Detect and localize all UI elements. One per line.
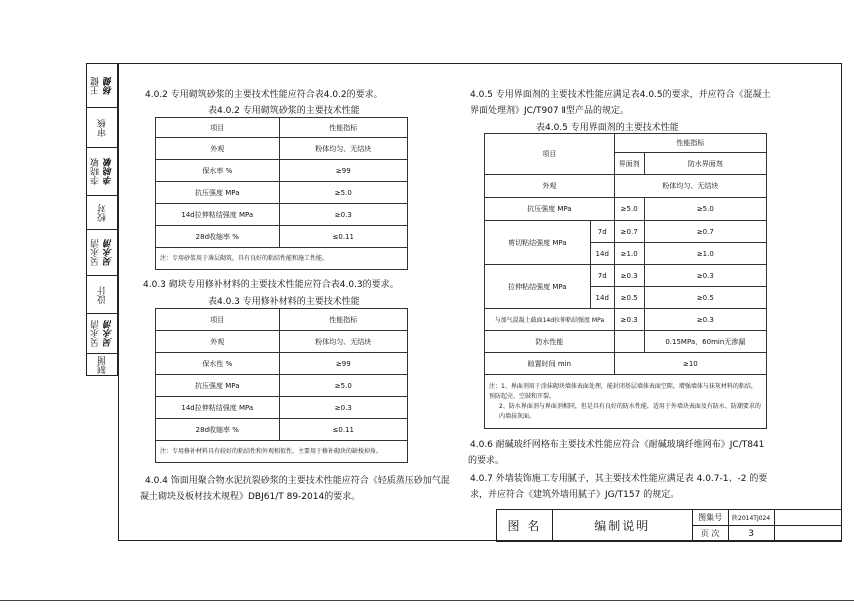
atlas-no-label: 图集号 xyxy=(692,510,728,526)
table-cell: ≥0.3 xyxy=(614,309,644,331)
strip-cell-7 xyxy=(87,314,117,354)
table-note xyxy=(485,375,767,429)
table-header: 项目 xyxy=(156,309,280,331)
table-cell: 14d xyxy=(590,287,614,309)
table-note: 注：专用砂浆用于薄层砌筑，具有良好的粘结性能和施工性能。 xyxy=(156,248,408,270)
strip-label: 校对 xyxy=(97,203,108,222)
table-cell: 14d xyxy=(590,243,614,265)
table-cell: 外观 xyxy=(156,138,280,160)
table-cell: 保水率 % xyxy=(156,160,280,182)
table-cell: ≤0.11 xyxy=(279,419,407,441)
table-cell: ≥0.5 xyxy=(644,287,766,309)
table-cell: ≥0.3 xyxy=(279,397,407,419)
table-cell: 14d拉伸粘结强度 MPa xyxy=(156,204,280,226)
clause-4-0-7-line1: 4.0.7 外墙装饰施工专用腻子，其主要技术性能应满足表 4.0.7-1、-2 的要 xyxy=(470,474,768,484)
strip-cell-8 xyxy=(87,354,117,375)
table-cell xyxy=(614,331,644,353)
table-cell: ≥5.0 xyxy=(279,182,407,204)
table-cell: ≥0.7 xyxy=(644,221,766,243)
signature: 吴永清 xyxy=(104,320,114,347)
table-cell: 与加气混凝土截面14d拉伸粘结强度 MPa xyxy=(485,309,615,331)
table-cell: ≥99 xyxy=(279,353,407,375)
signature: 杨健 xyxy=(104,76,114,95)
table-cell: 晾置时间 min xyxy=(485,353,615,375)
table-4-0-3-caption: 表4.0.3 专用修补材料的主要技术性能 xyxy=(208,297,360,307)
table-header: 性能指标 xyxy=(279,118,407,138)
table-cell: 7d xyxy=(590,265,614,287)
table-note: 注：专用修补材料具有较好的粘结性和外观相似性，主要用于修补砌块的缺棱掉角。 xyxy=(156,441,408,463)
table-4-0-5 xyxy=(484,133,767,429)
table-cell: ≥5.0 xyxy=(644,198,766,221)
table-cell: ≥0.3 xyxy=(614,265,644,287)
table-cell: 抗压强度 MPa xyxy=(156,182,280,204)
clause-4-0-3: 4.0.3 砌块专用修补材料的主要技术性能应符合表4.0.3的要求。 xyxy=(143,280,399,290)
table-cell: ≤0.11 xyxy=(279,226,407,248)
table-header: 防水界面剂 xyxy=(644,153,766,175)
strip-cell-3 xyxy=(87,148,117,196)
table-header: 性能指标 xyxy=(279,309,407,331)
strip-label: 李晓敏 xyxy=(91,158,101,185)
table-header: 界面剂 xyxy=(614,153,644,175)
strip-label: 吴永清 xyxy=(91,320,101,347)
table-cell: 14d拉伸粘结强度 MPa xyxy=(156,397,280,419)
table-cell: 7d xyxy=(590,221,614,243)
strip-label: 设计 xyxy=(97,285,108,304)
table-cell: ≥99 xyxy=(279,160,407,182)
table-cell: 28d收缩率 % xyxy=(156,419,280,441)
page-number: 3 xyxy=(728,526,774,542)
table-cell: ≥0.7 xyxy=(614,221,644,243)
clause-4-0-5-line2: 界面处理剂》JC/T907 Ⅱ型产品的规定。 xyxy=(470,106,629,116)
table-cell: 外观 xyxy=(485,175,615,198)
table-cell: ≥0.3 xyxy=(644,309,766,331)
table-cell: 28d收缩率 % xyxy=(156,226,280,248)
drawing-title: 编制说明 xyxy=(552,510,692,542)
table-cell: 0.15MPa，60min无渗漏 xyxy=(644,331,766,353)
table-cell: ≥5.0 xyxy=(614,198,644,221)
table-4-0-2 xyxy=(155,117,408,270)
clause-4-0-2: 4.0.2 专用砌筑砂浆的主要技术性能应符合表4.0.2的要求。 xyxy=(145,90,383,100)
table-header: 性能指标 xyxy=(614,134,766,153)
title-label: 图 名 xyxy=(497,510,553,542)
table-cell: 拉伸粘结强度 MPa xyxy=(485,265,591,309)
clause-4-0-4-line1: 4.0.4 饰面用聚合物水泥抗裂砂浆的主要技术性能应符合《轻质蒸压砂加气混 xyxy=(145,476,450,486)
table-4-0-2-caption: 表4.0.2 专用砌筑砂浆的主要技术性能 xyxy=(208,106,360,116)
strip-cell-2 xyxy=(87,108,117,148)
table-cell: ≥1.0 xyxy=(644,243,766,265)
strip-label: 吴永清 xyxy=(91,239,101,266)
strip-cell-6 xyxy=(87,276,117,314)
page-bottom-line xyxy=(0,600,854,601)
table-cell: 剪切粘结强度 MPa xyxy=(485,221,591,265)
strip-label: 王健 xyxy=(91,76,101,95)
table-cell: 抗压强度 MPa xyxy=(485,198,615,221)
strip-label: 审核 xyxy=(97,118,108,137)
table-cell: 防水性能 xyxy=(485,331,615,353)
table-cell: ≥0.3 xyxy=(644,265,766,287)
table-cell: 抗压强度 MPa xyxy=(156,375,280,397)
strip-label: 制图 xyxy=(97,355,108,374)
table-cell: ≥10 xyxy=(614,353,766,375)
clause-4-0-5-line1: 4.0.5 专用界面剂的主要技术性能应满足表4.0.5的要求，并应符合《混凝土 xyxy=(470,90,771,100)
table-4-0-3 xyxy=(155,308,408,463)
table-cell: 粉体均匀、无结块 xyxy=(279,331,407,353)
table-cell: 外观 xyxy=(156,331,280,353)
table-cell: 粉体均匀、无结块 xyxy=(614,175,766,198)
clause-4-0-6-line2: 的要求。 xyxy=(468,456,505,466)
clause-4-0-7-line2: 求，并应符合《建筑外墙用腻子》JG/T157 的规定。 xyxy=(470,490,680,500)
table-4-0-5-caption: 表4.0.5 专用界面剂的主要技术性能 xyxy=(536,123,679,133)
note-line-1: 注：1、界面剂用于涂抹砌块墙体表面处理，能封闭基层墙体表面空隙，增强墙体与抹灰材料的粘结，预防起壳、空鼓和开裂。 xyxy=(489,382,757,400)
title-block-empty xyxy=(774,510,842,526)
title-block xyxy=(496,509,842,542)
strip-cell-5 xyxy=(87,230,117,276)
table-header: 项目 xyxy=(156,118,280,138)
table-header: 项目 xyxy=(485,134,615,175)
table-cell: ≥5.0 xyxy=(279,375,407,397)
strip-cell-4 xyxy=(87,196,117,230)
signature: 吴永清 xyxy=(104,239,114,266)
title-block-empty xyxy=(774,526,842,542)
table-cell: ≥0.3 xyxy=(279,204,407,226)
signature: 李晓敏 xyxy=(104,158,114,185)
table-cell: 保水性 % xyxy=(156,353,280,375)
strip-cell-1 xyxy=(87,64,117,108)
clause-4-0-4-line2: 凝土砌块及板材技术规程》DBJ61/T 89-2014的要求。 xyxy=(140,492,361,502)
note-line-2: 2、防水界面剂与界面剂相同，但是具有良好的防水性能，适用于外墙块表面及有防水、防潮要求的内墙抹灰面。 xyxy=(499,402,761,420)
table-cell: ≥1.0 xyxy=(614,243,644,265)
signature-strip xyxy=(86,63,118,376)
table-cell: 粉体均匀、无结块 xyxy=(279,138,407,160)
atlas-no: 陕2014TJ024 xyxy=(728,510,774,526)
clause-4-0-6-line1: 4.0.6 耐碱玻纤网格布主要技术性能应符合《耐碱玻璃纤维网布》JC/T841 xyxy=(470,440,765,450)
page-label: 页 次 xyxy=(692,526,728,542)
table-cell: ≥0.5 xyxy=(614,287,644,309)
